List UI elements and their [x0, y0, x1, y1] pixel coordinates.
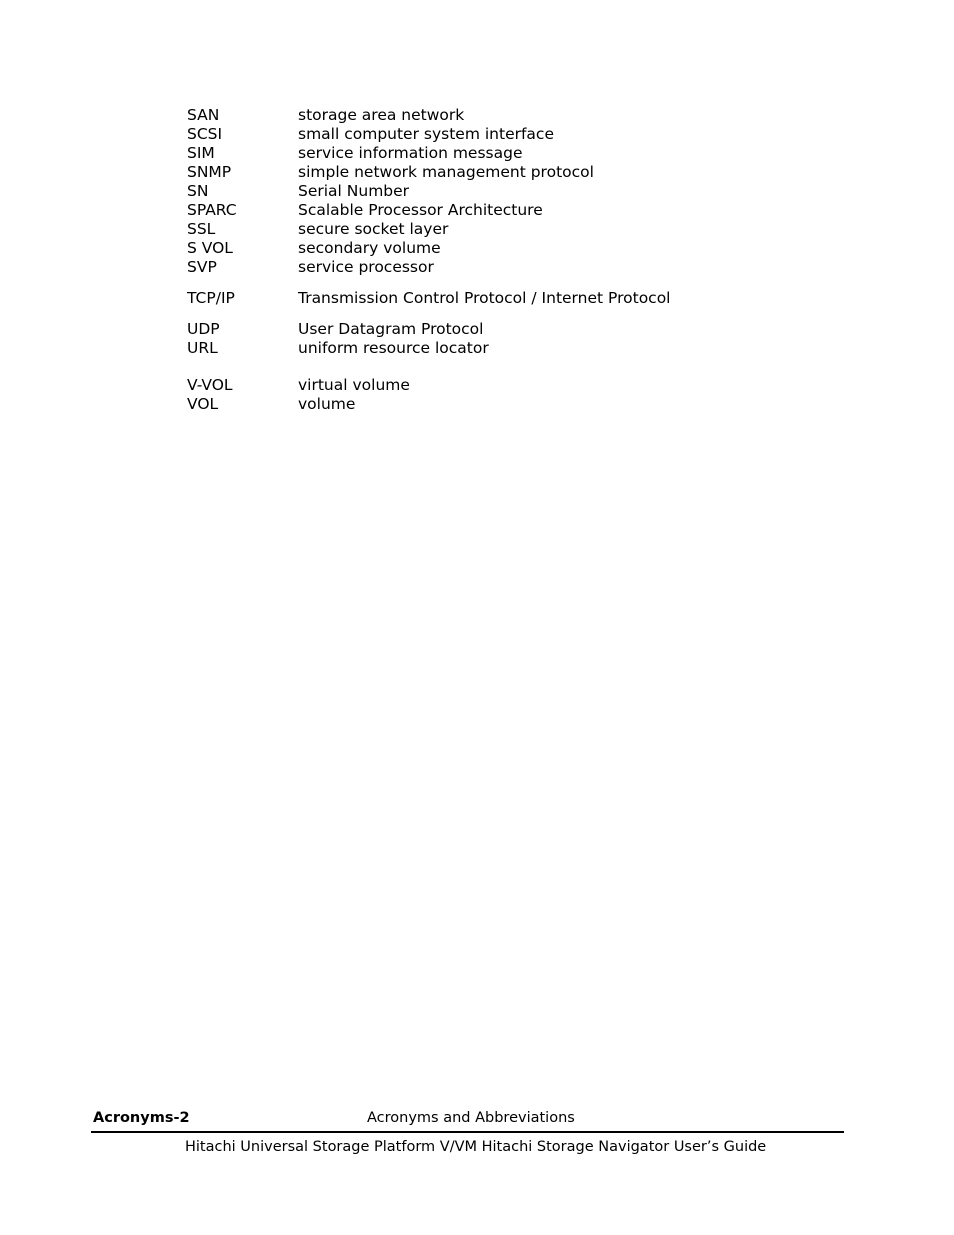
acronym-definition: User Datagram Protocol: [298, 320, 484, 338]
acronym-term: URL: [187, 339, 218, 357]
footer-divider: [91, 1131, 844, 1133]
acronym-row-vol: [187, 395, 807, 414]
footer-section-title: Acronyms and Abbreviations: [367, 1110, 575, 1126]
acronym-row-url: [187, 339, 807, 358]
acronym-row-tcp-ip: [187, 289, 807, 308]
acronym-row-s-vol: [187, 239, 807, 258]
acronym-row-snmp: [187, 163, 807, 182]
acronym-term: SAN: [187, 106, 220, 124]
acronym-definition: Scalable Processor Architecture: [298, 201, 543, 219]
footer-page-number: Acronyms-2: [93, 1110, 190, 1126]
acronym-row-scsi: [187, 125, 807, 144]
acronym-term: SIM: [187, 144, 215, 162]
acronym-row-udp: [187, 320, 807, 339]
acronym-row-sn: [187, 182, 807, 201]
acronym-term: S VOL: [187, 239, 233, 257]
acronym-term: V-VOL: [187, 376, 233, 394]
acronym-definition: simple network management protocol: [298, 163, 594, 181]
acronym-row-svp: [187, 258, 807, 277]
acronym-term: SN: [187, 182, 209, 200]
acronym-term: UDP: [187, 320, 220, 338]
acronym-definition: secure socket layer: [298, 220, 449, 238]
acronym-term: SSL: [187, 220, 216, 238]
acronym-term: VOL: [187, 395, 219, 413]
acronym-row-v-vol: [187, 376, 807, 395]
acronym-term: SNMP: [187, 163, 232, 181]
acronym-definition: secondary volume: [298, 239, 441, 257]
acronym-row-san: [187, 106, 807, 125]
acronym-row-ssl: [187, 220, 807, 239]
acronym-definition: virtual volume: [298, 376, 410, 394]
acronym-term: TCP/IP: [187, 289, 235, 307]
acronym-term: SCSI: [187, 125, 223, 143]
acronym-row-sparc: [187, 201, 807, 220]
acronym-definition: service information message: [298, 144, 523, 162]
acronym-definition: Transmission Control Protocol / Internet Protocol: [298, 289, 671, 307]
acronym-term: SVP: [187, 258, 217, 276]
acronym-definition: volume: [298, 395, 356, 413]
acronym-definition: small computer system interface: [298, 125, 554, 143]
acronym-definition: uniform resource locator: [298, 339, 489, 357]
acronym-row-sim: [187, 144, 807, 163]
acronym-definition: Serial Number: [298, 182, 410, 200]
acronym-definition: service processor: [298, 258, 434, 276]
acronym-definition: storage area network: [298, 106, 465, 124]
footer-guide-title: Hitachi Universal Storage Platform V/VM Hitachi Storage Navigator User’s Guide: [185, 1139, 767, 1155]
acronym-term: SPARC: [187, 201, 237, 219]
acronym-list: [187, 106, 807, 414]
